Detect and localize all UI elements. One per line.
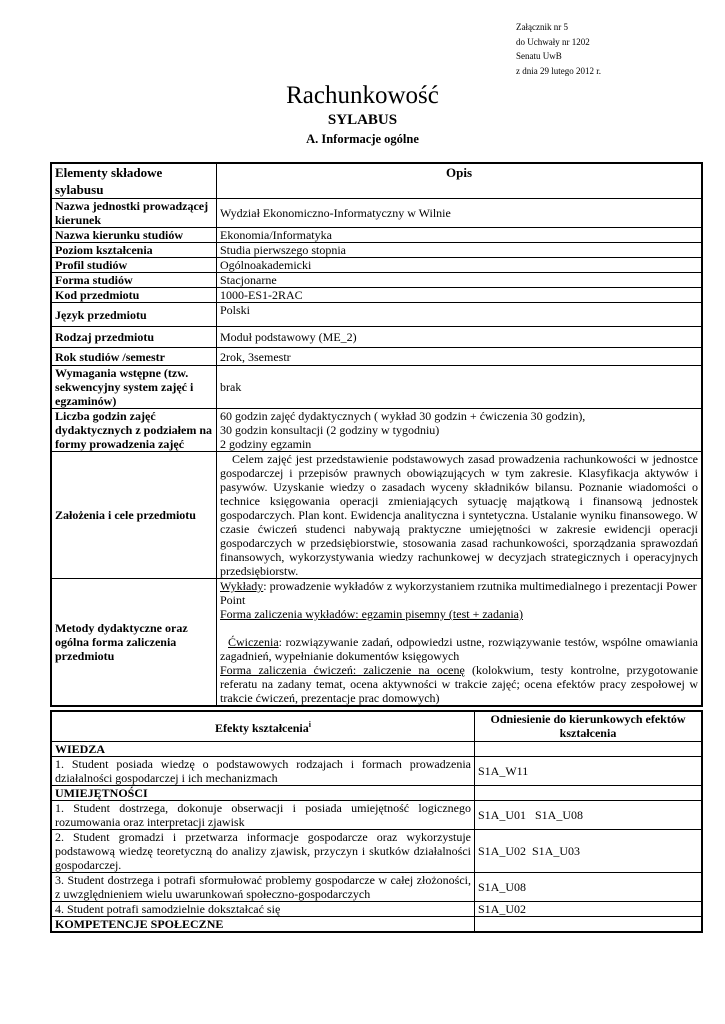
table-row — [51, 452, 702, 579]
outcome-text: 4. Student potrafi samodzielnie dokształcać się — [51, 901, 475, 916]
lecture-exam: Forma zaliczenia wykładów: egzamin pisemny (test + zadania) — [220, 607, 523, 621]
table-row — [51, 288, 702, 303]
table-row — [51, 199, 702, 228]
section-row — [51, 741, 702, 756]
row-value: Studia pierwszego stopnia — [217, 243, 703, 258]
table-row — [51, 579, 702, 707]
table-row — [51, 872, 702, 901]
section-heading: A. Informacje ogólne — [306, 132, 419, 146]
outcome-ref: S1A_W11 — [475, 756, 703, 785]
table-row — [51, 800, 702, 829]
row-value: Ekonomia/Informatyka — [217, 228, 703, 243]
row-label: Liczba godzin zajęć dydaktycznych z podziałem na formy prowadzenia zajęć — [51, 409, 217, 452]
row-value: Polski — [217, 303, 703, 327]
attachment-line: Załącznik nr 5 — [516, 22, 568, 32]
exercise-method — [220, 635, 698, 663]
outcome-text: 1. Student posiada wiedzę o podstawowych rodzajach i formach prowadzenia działalności gospodarczej i ich mechanizmach — [51, 756, 475, 785]
lecture-text: : prowadzenie wykładów z wykorzystaniem rzutnika multimedialnego i prezentacji Power Point — [220, 579, 697, 607]
lecture-method — [220, 579, 698, 607]
row-label: Poziom kształcenia — [51, 243, 217, 258]
section-label: KOMPETENCJE SPOŁECZNE — [51, 916, 475, 932]
row-label: Nazwa jednostki prowadzącej kierunek — [51, 199, 217, 228]
row-value — [217, 409, 703, 452]
goals-text: Celem zajęć jest przedstawienie podstawowych zasad prowadzenia rachunkowości w jednostce gospodarczej i przepisów prawnych obowiązujących w tym zakresie. Klasyfikacja aktywów i pasywów. Uzyskanie wiedzy o zasadach wyceny składników bilansu. Poznanie wiadomości o technice księgowania operacji zmieniających sytuację majątkową i finansową jednostek gospodarczych. Plan kont. Ewidencja analityczna i syntetyczna. Ustalanie wyniku finansowego. W czasie ćwiczeń studenci nabywają praktyczne umiejętności w zakresie ewidencji operacji gospodarczych w przedsiębiorstwie, stosowania zasad rachunkowości, sporządzania sprawozdań finansowych, wykorzystywania wiedzy rachunkowej w decyzjach strategicznych i operacyjnych przedsiębiorstw. — [217, 452, 703, 579]
section-ref — [475, 785, 703, 800]
outcome-text: 2. Student gromadzi i przetwarza informacje gospodarcze oraz wykorzystuje podstawową wiedzę teoretyczną do analizy zjawisk, przyczyn i skutków działalności gospodarczej. — [51, 829, 475, 872]
row-label: Metody dydaktyczne oraz ogólna forma zaliczenia przedmiotu — [51, 579, 217, 707]
lecture-label: Wykłady — [220, 579, 264, 593]
document-title: Rachunkowość — [286, 82, 439, 109]
footnote-mark: i — [308, 719, 311, 729]
table-row — [51, 273, 702, 288]
column-header-text: Efekty kształcenia — [215, 720, 309, 735]
row-value: 1000-ES1-2RAC — [217, 288, 703, 303]
exercise-exam — [220, 663, 698, 705]
section-ref — [475, 741, 703, 756]
row-label: Założenia i cele przedmiotu — [51, 452, 217, 579]
exercise-text: : rozwiązywanie zadań, odpowiedzi ustne, rozwiązywanie testów, wspólne omawiania zagadnień, wypełnianie dokumentów księgowych — [220, 635, 698, 663]
attachment-note — [516, 20, 601, 78]
row-value: Wydział Ekonomiczno-Informatyczny w Wilnie — [217, 199, 703, 228]
outcome-text: 1. Student dostrzega, dokonuje obserwacji i posiada umiejętność logicznego rozumowania oraz interpretacji zjawisk — [51, 800, 475, 829]
exercise-exam-text: (kolokwium, testy kontrolne, przygotowanie referatu na zadany temat, ocena aktywności w trakcie zajęć; ocena efektów pracy zespołowej w trakcie ćwiczeń, prezentacje prac domowych) — [220, 663, 698, 705]
attachment-line: z dnia 29 lutego 2012 r. — [516, 65, 601, 76]
row-label: Język przedmiotu — [51, 303, 217, 327]
table-row — [51, 829, 702, 872]
row-label: Rodzaj przedmiotu — [51, 327, 217, 348]
info-table — [50, 162, 703, 707]
row-value: 2rok, 3semestr — [217, 348, 703, 366]
row-label: Rok studiów /semestr — [51, 348, 217, 366]
spacer — [220, 621, 698, 635]
hours-line: 2 godziny egzamin — [220, 437, 312, 451]
outcome-text: 3. Student dostrzega i potrafi sformułować problemy gospodarcze w całej złożoności, z uwzględnieniem wielu uwarunkowań społeczno-gospodarczych — [51, 872, 475, 901]
section-label: UMIEJĘTNOŚCI — [51, 785, 475, 800]
table-row — [51, 366, 702, 409]
table-row — [51, 348, 702, 366]
hours-line: 60 godzin zajęć dydaktycznych ( wykład 30 godzin + ćwiczenia 30 godzin), — [220, 409, 586, 423]
table-row — [51, 243, 702, 258]
column-header: Odniesienie do kierunkowych efektów kształcenia — [475, 711, 703, 741]
table-header-row — [51, 163, 702, 199]
document-subtitle: SYLABUS — [327, 112, 398, 128]
table-row — [51, 327, 702, 348]
row-value: Stacjonarne — [217, 273, 703, 288]
column-header: Opis — [217, 163, 703, 199]
row-label: Profil studiów — [51, 258, 217, 273]
table-row — [51, 258, 702, 273]
table-header-row — [51, 711, 702, 741]
table-row — [51, 756, 702, 785]
row-label: Nazwa kierunku studiów — [51, 228, 217, 243]
outcome-ref: S1A_U02 — [475, 901, 703, 916]
row-value: Moduł podstawowy (ME_2) — [217, 327, 703, 348]
table-row — [51, 409, 702, 452]
exercise-exam-label: Forma zaliczenia ćwiczeń: zaliczenie na ocenę — [220, 663, 465, 677]
row-value: brak — [217, 366, 703, 409]
section-label: WIEDZA — [51, 741, 475, 756]
section-ref — [475, 916, 703, 932]
column-header: Elementy składowe sylabusu — [51, 163, 217, 199]
column-header — [51, 711, 475, 741]
outcomes-table — [50, 710, 703, 933]
methods-cell — [217, 579, 703, 707]
section-row — [51, 785, 702, 800]
hours-line: 30 godzin konsultacji (2 godziny w tygodniu) — [220, 423, 440, 437]
section-row — [51, 916, 702, 932]
outcome-ref: S1A_U02 S1A_U03 — [475, 829, 703, 872]
outcome-ref: S1A_U08 — [475, 872, 703, 901]
attachment-line: do Uchwały nr 1202 — [516, 36, 590, 47]
row-label: Forma studiów — [51, 273, 217, 288]
table-row — [51, 228, 702, 243]
row-label: Kod przedmiotu — [51, 288, 217, 303]
outcome-ref: S1A_U01 S1A_U08 — [475, 800, 703, 829]
table-row — [51, 303, 702, 327]
table-row — [51, 901, 702, 916]
row-label: Wymagania wstępne (tzw. sekwencyjny system zajęć i egzaminów) — [51, 366, 217, 409]
attachment-line: Senatu UwB — [516, 51, 562, 61]
exercise-label: Ćwiczenia — [228, 635, 279, 649]
row-value: Ogólnoakademicki — [217, 258, 703, 273]
